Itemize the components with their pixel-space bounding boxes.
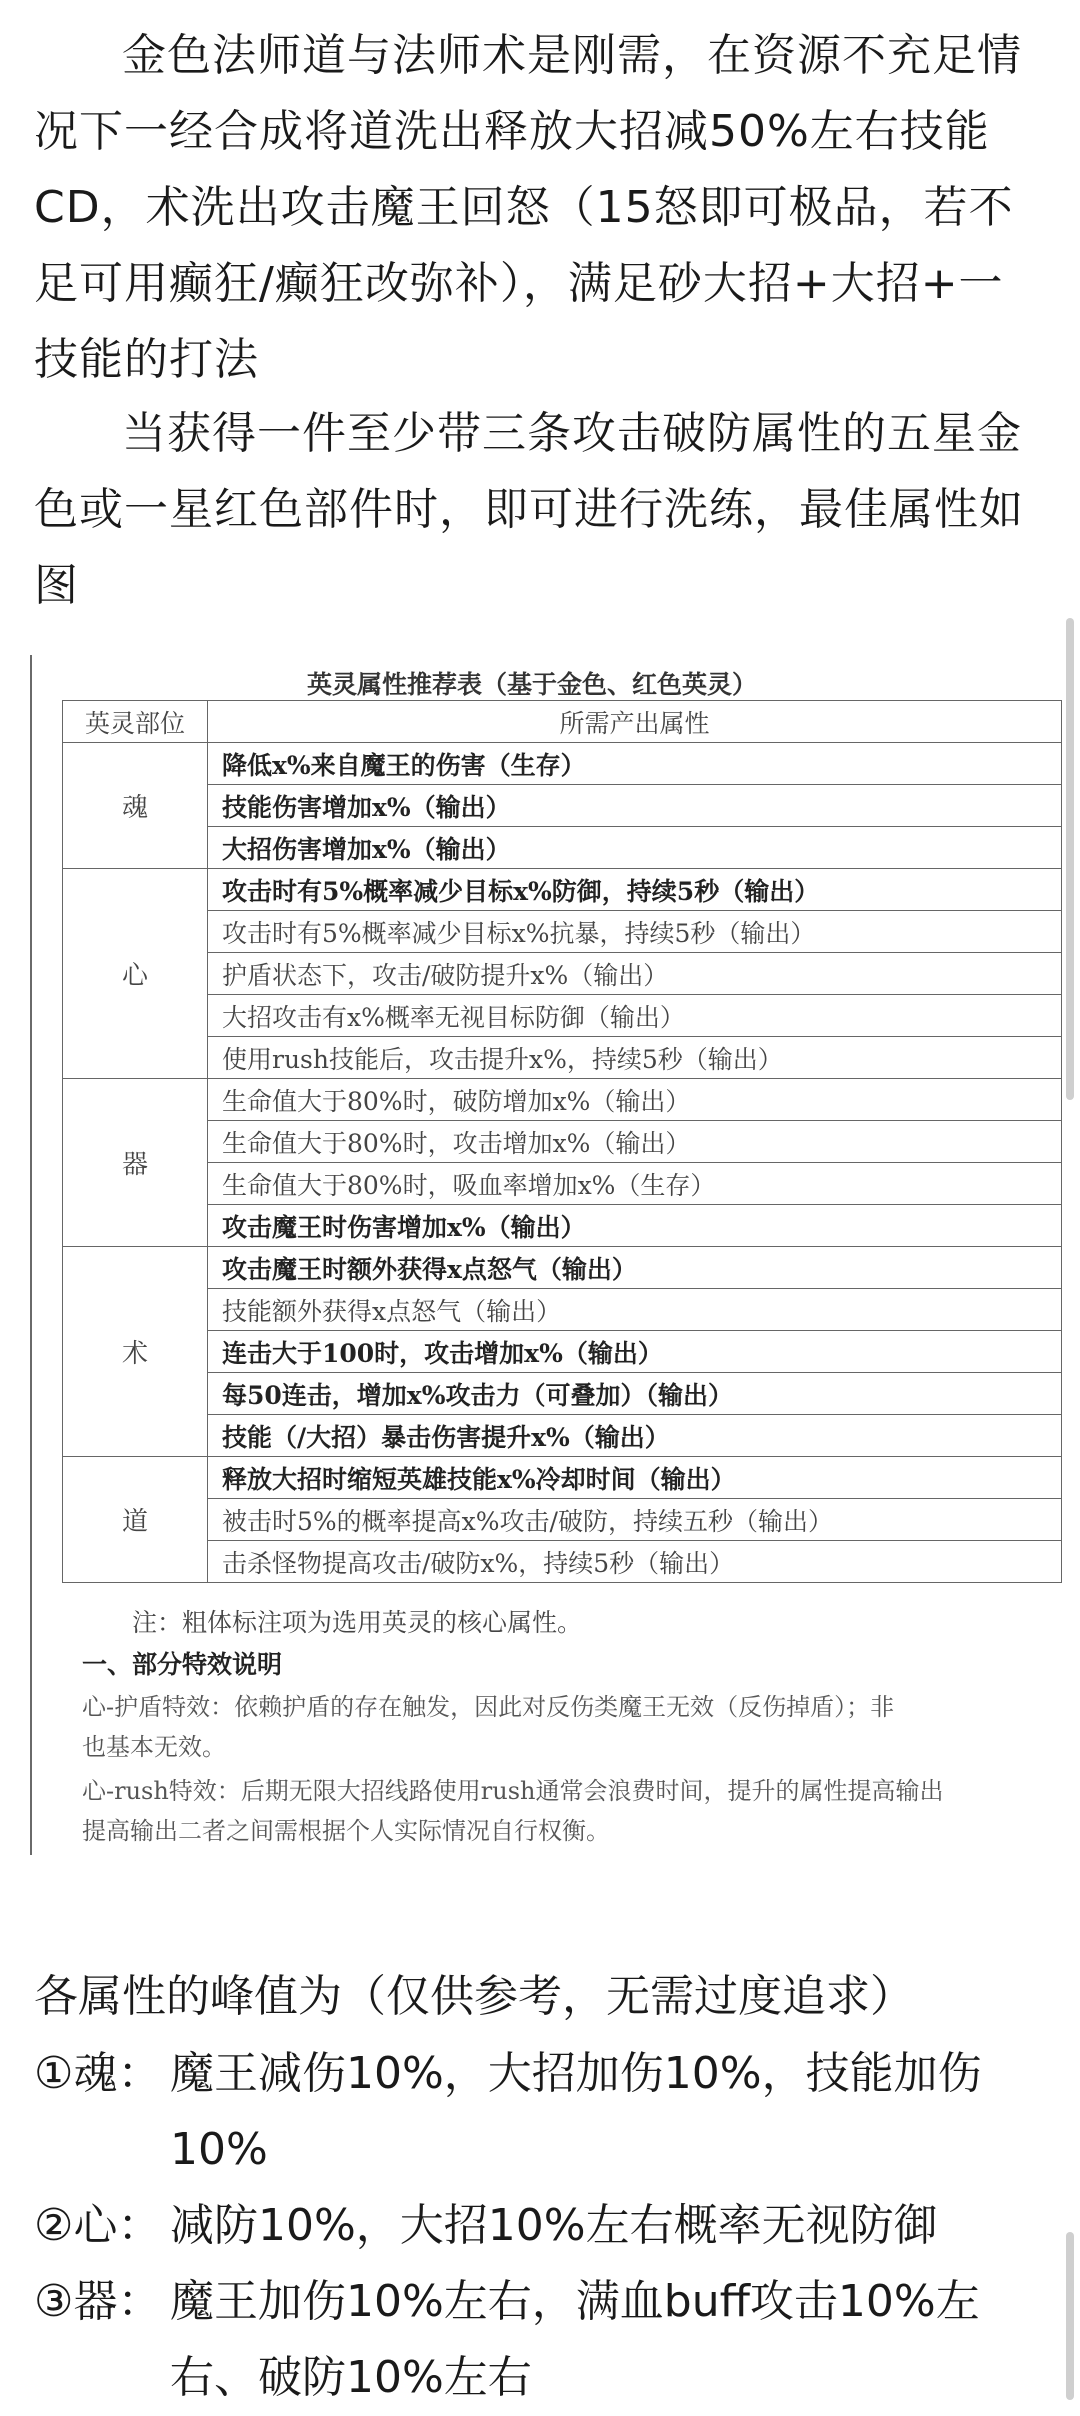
table-note: 注：粗体标注项为选用英灵的核心属性。 [132, 1608, 583, 1637]
attribute-cell: 攻击时有5%概率减少目标x%防御，持续5秒（输出） [208, 869, 1062, 911]
attribute-cell: 大招攻击有x%概率无视目标防御（输出） [208, 995, 1062, 1037]
table-row [63, 785, 1062, 827]
table-row [63, 1289, 1062, 1331]
attribute-cell: 生命值大于80%时，攻击增加x%（输出） [208, 1121, 1062, 1163]
peak-item-text: 减防10%，大招10%左右概率无视防御 [170, 2200, 938, 2251]
peak-item [34, 2036, 1044, 2188]
attribute-cell: 技能额外获得x点怒气（输出） [208, 1289, 1062, 1331]
table-row [63, 743, 1062, 785]
peak-item-label: ③器： [34, 2276, 162, 2327]
intro-paragraph-1: 金色法师道与法师术是刚需，在资源不充足情况下一经合成将道洗出释放大招减50%左右技能CD，术洗出攻击魔王回怒（15怒即可极品，若不足可用癫狂/癫狂改弥补），满足砂大招+大招+一技能的打法 [34, 30, 1022, 385]
attribute-cell: 攻击魔王时额外获得x点怒气（输出） [208, 1247, 1062, 1289]
table-row [63, 1541, 1062, 1583]
table-row [63, 1373, 1062, 1415]
attribute-cell: 击杀怪物提高攻击/破防x%，持续5秒（输出） [208, 1541, 1062, 1583]
attribute-cell: 攻击魔王时伤害增加x%（输出） [208, 1205, 1062, 1247]
table-row [63, 1079, 1062, 1121]
table-row [63, 1163, 1062, 1205]
table-row [63, 1121, 1062, 1163]
peak-item [34, 2264, 1044, 2416]
attribute-cell: 技能伤害增加x%（输出） [208, 785, 1062, 827]
attribute-cell: 生命值大于80%时，吸血率增加x%（生存） [208, 1163, 1062, 1205]
peak-item-label: ②心： [34, 2200, 162, 2251]
part-cell: 魂 [63, 743, 208, 869]
attribute-cell: 降低x%来自魔王的伤害（生存） [208, 743, 1062, 785]
attribute-cell: 被击时5%的概率提高x%攻击/破防，持续五秒（输出） [208, 1499, 1062, 1541]
table-row [63, 953, 1062, 995]
effect-line: 也基本无效。 [82, 1733, 226, 1761]
part-cell: 术 [63, 1247, 208, 1457]
peak-item-text: 魔王减伤10%，大招加伤10%，技能加伤10% [170, 2048, 982, 2175]
table-row [63, 1499, 1062, 1541]
effect-line: 提高输出二者之间需根据个人实际情况自行权衡。 [82, 1817, 610, 1845]
table-title: 英灵属性推荐表（基于金色、红色英灵） [306, 670, 757, 699]
attribute-cell: 攻击时有5%概率减少目标x%抗暴，持续5秒（输出） [208, 911, 1062, 953]
peak-item-label: ①魂： [34, 2048, 162, 2099]
attribute-cell: 大招伤害增加x%（输出） [208, 827, 1062, 869]
table-row [63, 1247, 1062, 1289]
table-row [63, 1037, 1062, 1079]
attribute-cell: 每50连击，增加x%攻击力（可叠加）（输出） [208, 1373, 1062, 1415]
peak-item-text: 魔王加伤10%左右，满血buff攻击10%左右、破防10%左右 [170, 2276, 980, 2403]
intro-paragraph-2: 当获得一件至少带三条攻击破防属性的五星金色或一星红色部件时，即可进行洗练，最佳属性如图 [34, 408, 1024, 611]
effect-line: 心-rush特效：后期无限大招线路使用rush通常会浪费时间，提升的属性提高输出 [82, 1777, 944, 1805]
scrollbar-thumb[interactable] [1066, 2232, 1074, 2400]
attribute-table-body [63, 743, 1062, 1583]
attribute-cell: 连击大于100时，攻击增加x%（输出） [208, 1331, 1062, 1373]
attribute-cell: 释放大招时缩短英雄技能x%冷却时间（输出） [208, 1457, 1062, 1499]
attribute-table-image [30, 655, 1042, 1855]
table-row [63, 1415, 1062, 1457]
table-row [63, 827, 1062, 869]
effect-line: 心-护盾特效：依赖护盾的存在触发，因此对反伤类魔王无效（反伤掉盾）；非 [82, 1693, 895, 1721]
table-row [63, 1331, 1062, 1373]
table-row [63, 911, 1062, 953]
scrollbar-thumb[interactable] [1066, 618, 1074, 1100]
peak-item [34, 2188, 1044, 2264]
part-cell: 心 [63, 869, 208, 1079]
attribute-cell: 使用rush技能后，攻击提升x%，持续5秒（输出） [208, 1037, 1062, 1079]
table-row [63, 869, 1062, 911]
attribute-table [62, 700, 1062, 1583]
part-cell: 道 [63, 1457, 208, 1583]
table-row [63, 995, 1062, 1037]
peak-values-title: 各属性的峰值为（仅供参考，无需过度追求） [34, 1971, 914, 2022]
attribute-cell: 生命值大于80%时，破防增加x%（输出） [208, 1079, 1062, 1121]
section-heading: 一、部分特效说明 [82, 1650, 283, 1679]
header-attributes: 所需产出属性 [208, 701, 1062, 743]
attribute-cell: 护盾状态下，攻击/破防提升x%（输出） [208, 953, 1062, 995]
header-part: 英灵部位 [63, 701, 208, 743]
table-row [63, 1457, 1062, 1499]
attribute-cell: 技能（/大招）暴击伤害提升x%（输出） [208, 1415, 1062, 1457]
part-cell: 器 [63, 1079, 208, 1247]
table-row [63, 1205, 1062, 1247]
